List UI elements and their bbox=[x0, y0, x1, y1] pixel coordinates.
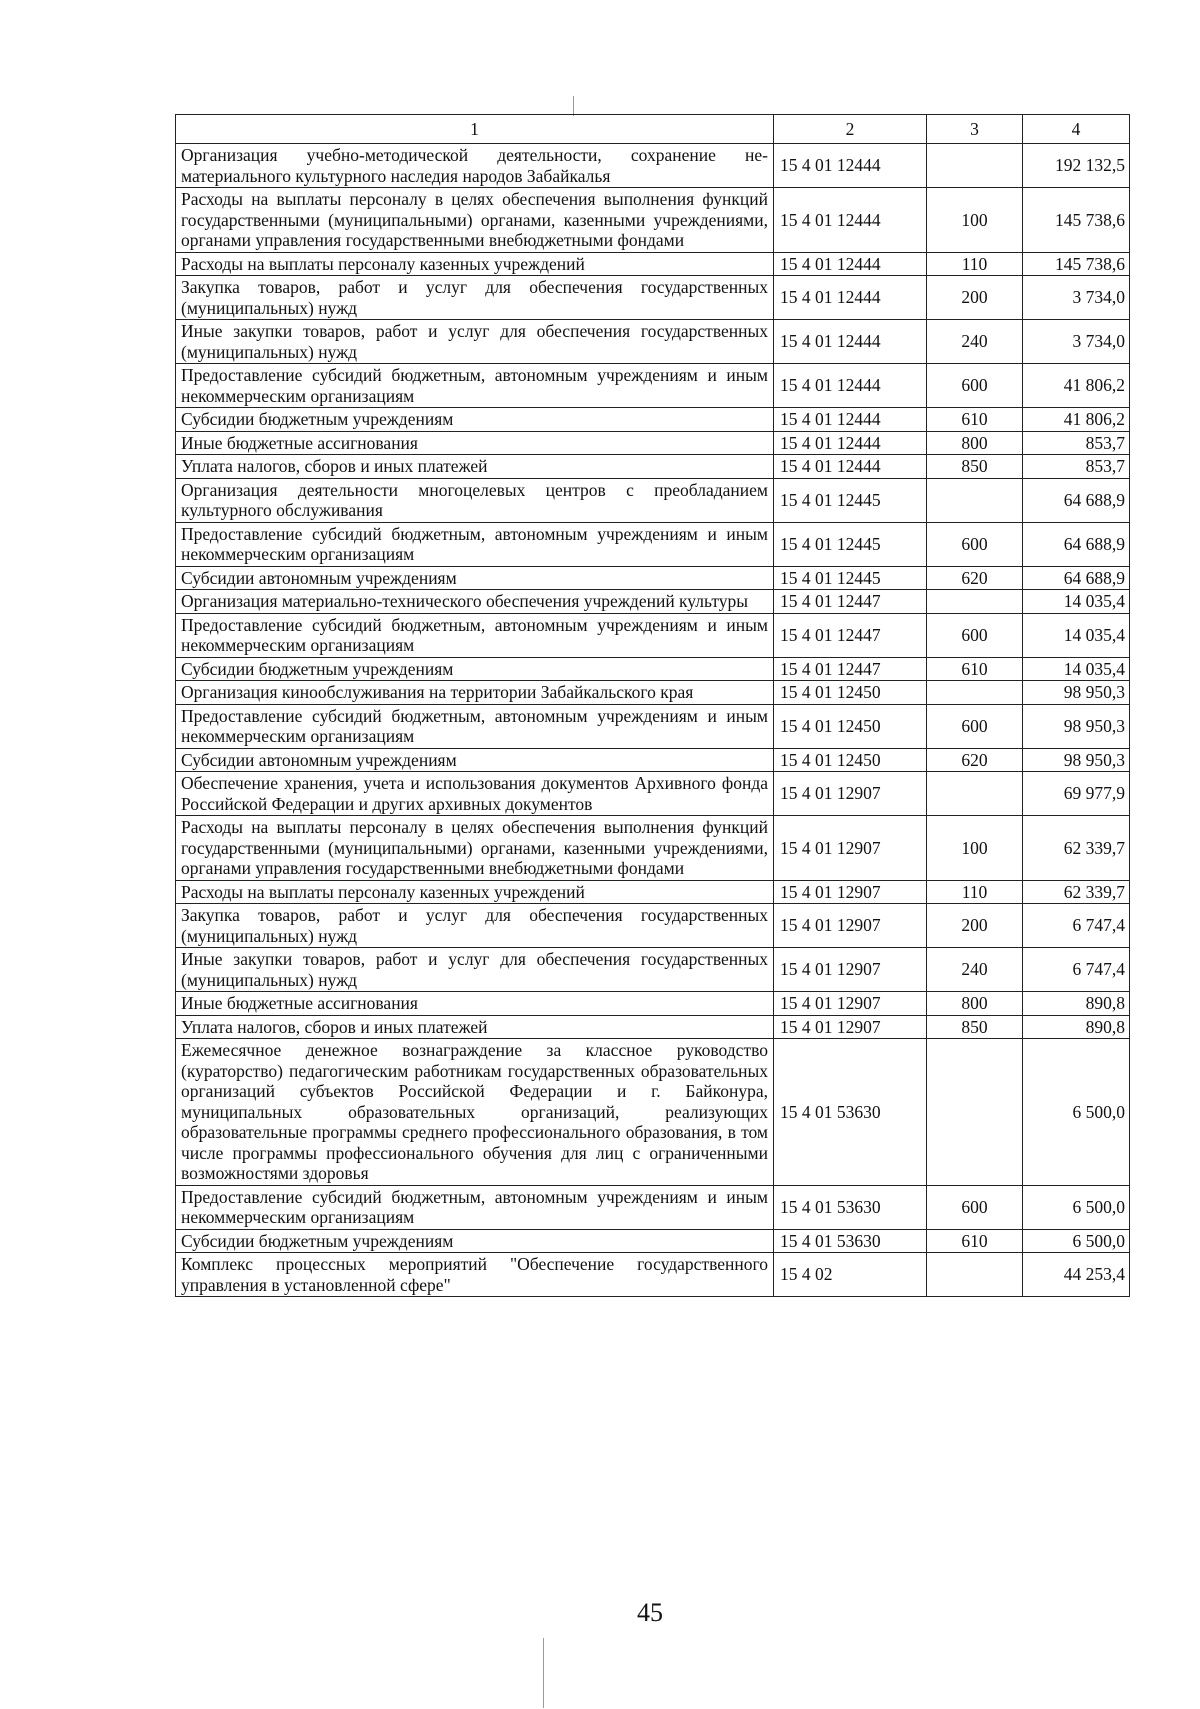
expense-type-cell bbox=[927, 478, 1023, 522]
table-row bbox=[176, 431, 1130, 455]
expense-name-cell: Закупка товаров, работ и услуг для обеспечения государственных (муниципальных) нужд bbox=[176, 276, 774, 320]
amount-cell: 14 035,4 bbox=[1023, 657, 1130, 681]
table-row bbox=[176, 613, 1130, 657]
table-row bbox=[176, 681, 1130, 705]
table-row bbox=[176, 408, 1130, 432]
table-row bbox=[176, 1253, 1130, 1297]
expense-name-cell: Расходы на выплаты персоналу в целях обеспечения выполнения функций государственными (муниципальными) органами, казенными учреждениями, органами управления государственными внебюджетными фондами bbox=[176, 188, 774, 253]
table-row bbox=[176, 478, 1130, 522]
page-number: 45 bbox=[637, 1598, 663, 1627]
expense-name-cell: Предоставление субсидий бюджетным, автономным учреждениям и иным некоммерческим организациям bbox=[176, 522, 774, 566]
amount-cell: 41 806,2 bbox=[1023, 408, 1130, 432]
target-article-code-cell: 15 4 01 12450 bbox=[774, 704, 927, 748]
amount-cell: 14 035,4 bbox=[1023, 590, 1130, 614]
target-article-code-cell: 15 4 01 53630 bbox=[774, 1229, 927, 1253]
table-row bbox=[176, 276, 1130, 320]
amount-cell: 98 950,3 bbox=[1023, 681, 1130, 705]
table-row bbox=[176, 144, 1130, 188]
table-row bbox=[176, 748, 1130, 772]
amount-cell: 62 339,7 bbox=[1023, 880, 1130, 904]
expense-type-cell: 600 bbox=[927, 1185, 1023, 1229]
expense-type-cell: 240 bbox=[927, 320, 1023, 364]
table-row bbox=[176, 992, 1130, 1016]
header-col-2: 2 bbox=[774, 115, 927, 144]
expense-name-cell: Организация кинообслуживания на территории Забайкальского края bbox=[176, 681, 774, 705]
budget-table-body bbox=[176, 115, 1130, 1297]
amount-cell: 14 035,4 bbox=[1023, 613, 1130, 657]
target-article-code-cell: 15 4 01 12907 bbox=[774, 904, 927, 948]
table-row bbox=[176, 1015, 1130, 1039]
table-row bbox=[176, 455, 1130, 479]
target-article-code-cell: 15 4 01 12907 bbox=[774, 992, 927, 1016]
expense-name-cell: Комплекс процессных мероприятий "Обеспечение государственного управления в установленной сфере" bbox=[176, 1253, 774, 1297]
table-row bbox=[176, 188, 1130, 253]
expense-type-cell: 800 bbox=[927, 992, 1023, 1016]
header-col-4: 4 bbox=[1023, 115, 1130, 144]
expense-type-cell: 200 bbox=[927, 276, 1023, 320]
target-article-code-cell: 15 4 01 53630 bbox=[774, 1039, 927, 1186]
amount-cell: 3 734,0 bbox=[1023, 276, 1130, 320]
expense-name-cell: Расходы на выплаты персоналу казенных учреждений bbox=[176, 252, 774, 276]
expense-name-cell: Организация деятельности многоцелевых центров с преобладанием культурного обслуживания bbox=[176, 478, 774, 522]
expense-name-cell: Субсидии бюджетным учреждениям bbox=[176, 1229, 774, 1253]
amount-cell: 6 747,4 bbox=[1023, 904, 1130, 948]
expense-name-cell: Обеспечение хранения, учета и использования документов Архивного фонда Российской Федерации и других архивных документов bbox=[176, 772, 774, 816]
amount-cell: 890,8 bbox=[1023, 1015, 1130, 1039]
target-article-code-cell: 15 4 01 12444 bbox=[774, 320, 927, 364]
target-article-code-cell: 15 4 01 53630 bbox=[774, 1185, 927, 1229]
expense-type-cell: 110 bbox=[927, 252, 1023, 276]
target-article-code-cell: 15 4 01 12444 bbox=[774, 431, 927, 455]
expense-name-cell: Субсидии бюджетным учреждениям bbox=[176, 408, 774, 432]
target-article-code-cell: 15 4 01 12444 bbox=[774, 252, 927, 276]
expense-type-cell: 610 bbox=[927, 1229, 1023, 1253]
table-row bbox=[176, 816, 1130, 881]
target-article-code-cell: 15 4 01 12444 bbox=[774, 188, 927, 253]
expense-type-cell bbox=[927, 144, 1023, 188]
table-row bbox=[176, 772, 1130, 816]
expense-name-cell: Организация материально-технического обеспечения учреждений культуры bbox=[176, 590, 774, 614]
amount-cell: 6 500,0 bbox=[1023, 1229, 1130, 1253]
expense-name-cell: Организация учебно-методической деятельности, сохранение нематериального культурного наследия народов Забайкалья bbox=[176, 144, 774, 188]
expense-type-cell bbox=[927, 590, 1023, 614]
expense-name-cell: Субсидии автономным учреждениям bbox=[176, 748, 774, 772]
target-article-code-cell: 15 4 01 12444 bbox=[774, 144, 927, 188]
expense-name-cell: Уплата налогов, сборов и иных платежей bbox=[176, 1015, 774, 1039]
scan-mark-bottom bbox=[543, 1638, 544, 1708]
expense-type-cell: 600 bbox=[927, 522, 1023, 566]
table-row bbox=[176, 1185, 1130, 1229]
header-row bbox=[176, 115, 1130, 144]
expense-type-cell: 620 bbox=[927, 748, 1023, 772]
amount-cell: 64 688,9 bbox=[1023, 522, 1130, 566]
expense-type-cell bbox=[927, 772, 1023, 816]
table-row bbox=[176, 1039, 1130, 1186]
budget-table bbox=[175, 114, 1130, 1297]
target-article-code-cell: 15 4 01 12447 bbox=[774, 657, 927, 681]
amount-cell: 145 738,6 bbox=[1023, 252, 1130, 276]
target-article-code-cell: 15 4 01 12447 bbox=[774, 590, 927, 614]
target-article-code-cell: 15 4 01 12444 bbox=[774, 276, 927, 320]
target-article-code-cell: 15 4 01 12444 bbox=[774, 408, 927, 432]
expense-type-cell: 610 bbox=[927, 657, 1023, 681]
amount-cell: 44 253,4 bbox=[1023, 1253, 1130, 1297]
expense-name-cell: Субсидии бюджетным учреждениям bbox=[176, 657, 774, 681]
expense-type-cell: 600 bbox=[927, 704, 1023, 748]
expense-type-cell bbox=[927, 681, 1023, 705]
table-row bbox=[176, 1229, 1130, 1253]
table-row bbox=[176, 657, 1130, 681]
expense-name-cell: Иные бюджетные ассигнования bbox=[176, 431, 774, 455]
table-row bbox=[176, 320, 1130, 364]
amount-cell: 41 806,2 bbox=[1023, 364, 1130, 408]
header-col-3: 3 bbox=[927, 115, 1023, 144]
amount-cell: 69 977,9 bbox=[1023, 772, 1130, 816]
expense-type-cell bbox=[927, 1253, 1023, 1297]
expense-type-cell: 110 bbox=[927, 880, 1023, 904]
target-article-code-cell: 15 4 01 12444 bbox=[774, 364, 927, 408]
expense-name-cell: Субсидии автономным учреждениям bbox=[176, 566, 774, 590]
expense-name-cell: Расходы на выплаты персоналу в целях обеспечения выполнения функций государственными (муниципальными) органами, казенными учреждениями, органами управления государственными внебюджетными фондами bbox=[176, 816, 774, 881]
table-row bbox=[176, 948, 1130, 992]
amount-cell: 64 688,9 bbox=[1023, 478, 1130, 522]
header-col-1: 1 bbox=[176, 115, 774, 144]
expense-name-cell: Предоставление субсидий бюджетным, автономным учреждениям и иным некоммерческим организациям bbox=[176, 1185, 774, 1229]
table-row bbox=[176, 522, 1130, 566]
expense-type-cell: 850 bbox=[927, 1015, 1023, 1039]
amount-cell: 6 500,0 bbox=[1023, 1185, 1130, 1229]
table-row bbox=[176, 904, 1130, 948]
expense-type-cell bbox=[927, 1039, 1023, 1186]
expense-name-cell: Закупка товаров, работ и услуг для обеспечения государственных (муниципальных) нужд bbox=[176, 904, 774, 948]
target-article-code-cell: 15 4 01 12450 bbox=[774, 748, 927, 772]
amount-cell: 890,8 bbox=[1023, 992, 1130, 1016]
expense-type-cell: 100 bbox=[927, 188, 1023, 253]
expense-type-cell: 200 bbox=[927, 904, 1023, 948]
expense-name-cell: Ежемесячное денежное вознаграждение за классное руководство (кураторство) педагогическим работникам государственных образовательных организаций субъектов Российской Федерации и г. Байконура, муниципальных образовательных организаций, реализующих образовательные программы среднего профессионального образования, в том числе программы профессионального обучения для лиц с ограниченными возможностями здоровья bbox=[176, 1039, 774, 1186]
expense-type-cell: 240 bbox=[927, 948, 1023, 992]
table-row bbox=[176, 704, 1130, 748]
target-article-code-cell: 15 4 01 12447 bbox=[774, 613, 927, 657]
amount-cell: 192 132,5 bbox=[1023, 144, 1130, 188]
expense-type-cell: 800 bbox=[927, 431, 1023, 455]
amount-cell: 145 738,6 bbox=[1023, 188, 1130, 253]
expense-type-cell: 100 bbox=[927, 816, 1023, 881]
amount-cell: 64 688,9 bbox=[1023, 566, 1130, 590]
expense-type-cell: 620 bbox=[927, 566, 1023, 590]
expense-name-cell: Уплата налогов, сборов и иных платежей bbox=[176, 455, 774, 479]
target-article-code-cell: 15 4 01 12445 bbox=[774, 522, 927, 566]
table-row bbox=[176, 364, 1130, 408]
expense-name-cell: Иные закупки товаров, работ и услуг для обеспечения государственных (муниципальных) нужд bbox=[176, 320, 774, 364]
table-row bbox=[176, 590, 1130, 614]
expense-name-cell: Предоставление субсидий бюджетным, автономным учреждениям и иным некоммерческим организациям bbox=[176, 364, 774, 408]
amount-cell: 98 950,3 bbox=[1023, 704, 1130, 748]
target-article-code-cell: 15 4 01 12450 bbox=[774, 681, 927, 705]
expense-type-cell: 610 bbox=[927, 408, 1023, 432]
target-article-code-cell: 15 4 02 bbox=[774, 1253, 927, 1297]
target-article-code-cell: 15 4 01 12907 bbox=[774, 772, 927, 816]
target-article-code-cell: 15 4 01 12907 bbox=[774, 880, 927, 904]
target-article-code-cell: 15 4 01 12444 bbox=[774, 455, 927, 479]
scan-mark-top bbox=[573, 96, 574, 116]
expense-type-cell: 850 bbox=[927, 455, 1023, 479]
table-row bbox=[176, 566, 1130, 590]
amount-cell: 98 950,3 bbox=[1023, 748, 1130, 772]
table-row bbox=[176, 252, 1130, 276]
target-article-code-cell: 15 4 01 12907 bbox=[774, 816, 927, 881]
expense-name-cell: Иные закупки товаров, работ и услуг для обеспечения государственных (муниципальных) нужд bbox=[176, 948, 774, 992]
table-row bbox=[176, 880, 1130, 904]
amount-cell: 6 500,0 bbox=[1023, 1039, 1130, 1186]
amount-cell: 62 339,7 bbox=[1023, 816, 1130, 881]
target-article-code-cell: 15 4 01 12907 bbox=[774, 1015, 927, 1039]
target-article-code-cell: 15 4 01 12445 bbox=[774, 478, 927, 522]
expense-name-cell: Расходы на выплаты персоналу казенных учреждений bbox=[176, 880, 774, 904]
amount-cell: 3 734,0 bbox=[1023, 320, 1130, 364]
expense-name-cell: Предоставление субсидий бюджетным, автономным учреждениям и иным некоммерческим организациям bbox=[176, 613, 774, 657]
expense-name-cell: Предоставление субсидий бюджетным, автономным учреждениям и иным некоммерческим организациям bbox=[176, 704, 774, 748]
amount-cell: 853,7 bbox=[1023, 431, 1130, 455]
expense-type-cell: 600 bbox=[927, 613, 1023, 657]
amount-cell: 6 747,4 bbox=[1023, 948, 1130, 992]
expense-name-cell: Иные бюджетные ассигнования bbox=[176, 992, 774, 1016]
target-article-code-cell: 15 4 01 12445 bbox=[774, 566, 927, 590]
amount-cell: 853,7 bbox=[1023, 455, 1130, 479]
target-article-code-cell: 15 4 01 12907 bbox=[774, 948, 927, 992]
expense-type-cell: 600 bbox=[927, 364, 1023, 408]
